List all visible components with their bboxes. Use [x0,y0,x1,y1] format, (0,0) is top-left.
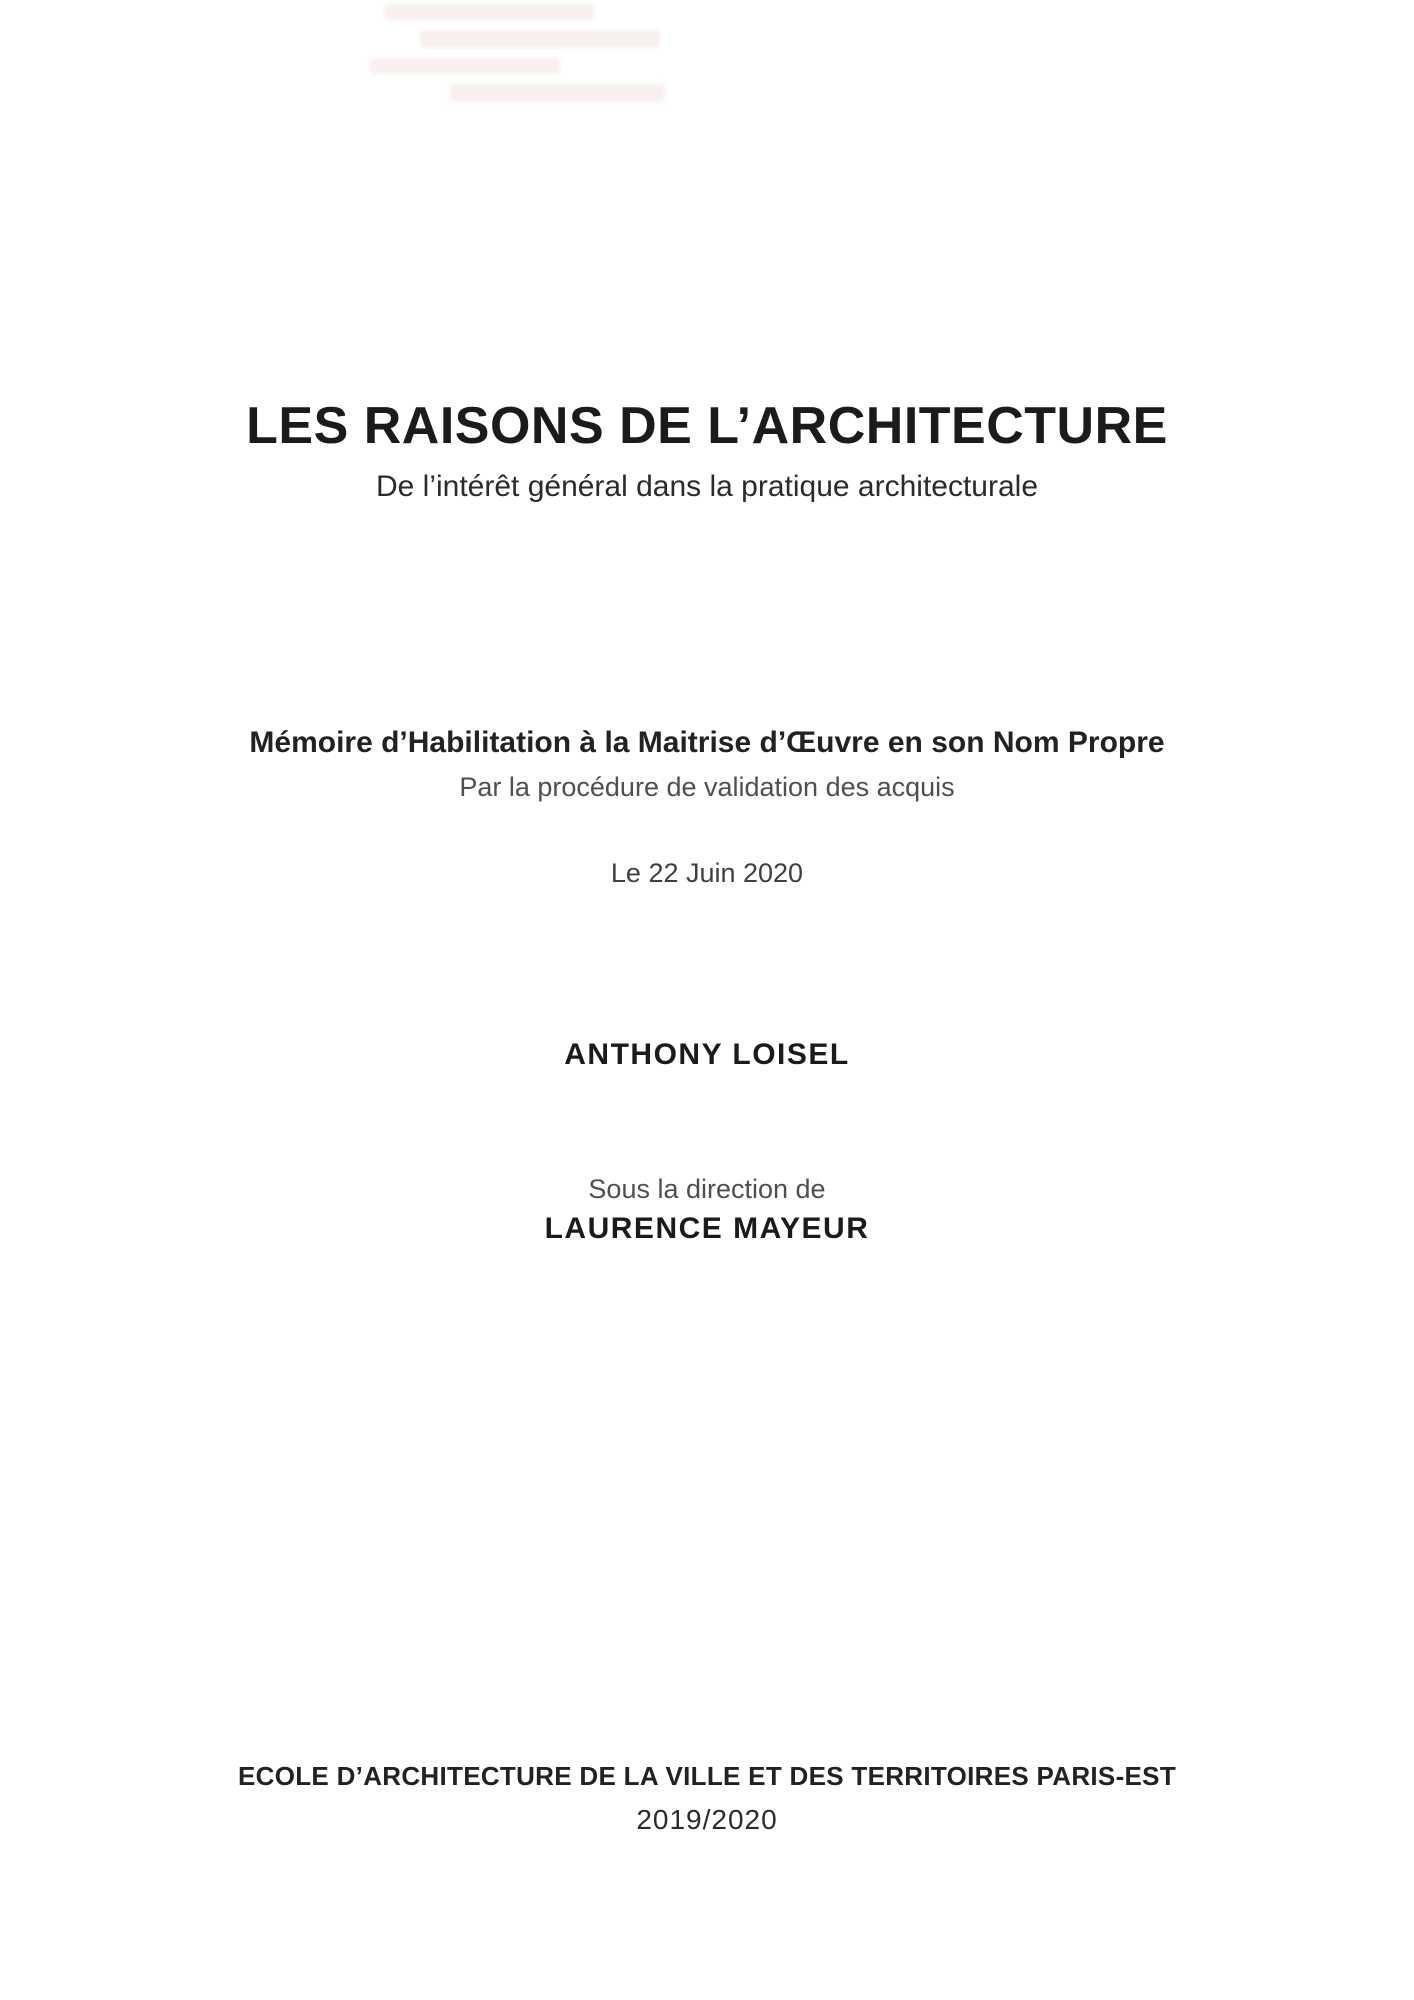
scan-bleed-through-artifact [360,0,680,112]
degree-description: Mémoire d’Habilitation à la Maitrise d’Œuvre en son Nom Propre [249,726,1165,759]
defense-date: Le 22 Juin 2020 [610,858,804,888]
author-name: ANTHONY LOISEL [564,1038,850,1071]
document-subtitle: De l’intérêt général dans la pratique architecturale [375,470,1039,503]
bleed-smudge [384,4,594,20]
bleed-smudge [420,30,660,48]
bleed-smudge [450,84,665,102]
procedure-description: Par la procédure de validation des acquis [459,772,955,802]
bleed-smudge [370,58,560,74]
academic-year: 2019/2020 [636,1804,778,1835]
supervision-label: Sous la direction de [588,1174,826,1204]
document-title: LES RAISONS DE L’ARCHITECTURE [246,397,1168,455]
institution-name: ECOLE D’ARCHITECTURE DE LA VILLE ET DES TERRITOIRES PARIS-EST [238,1761,1176,1791]
supervisor-name: LAURENCE MAYEUR [544,1212,870,1245]
